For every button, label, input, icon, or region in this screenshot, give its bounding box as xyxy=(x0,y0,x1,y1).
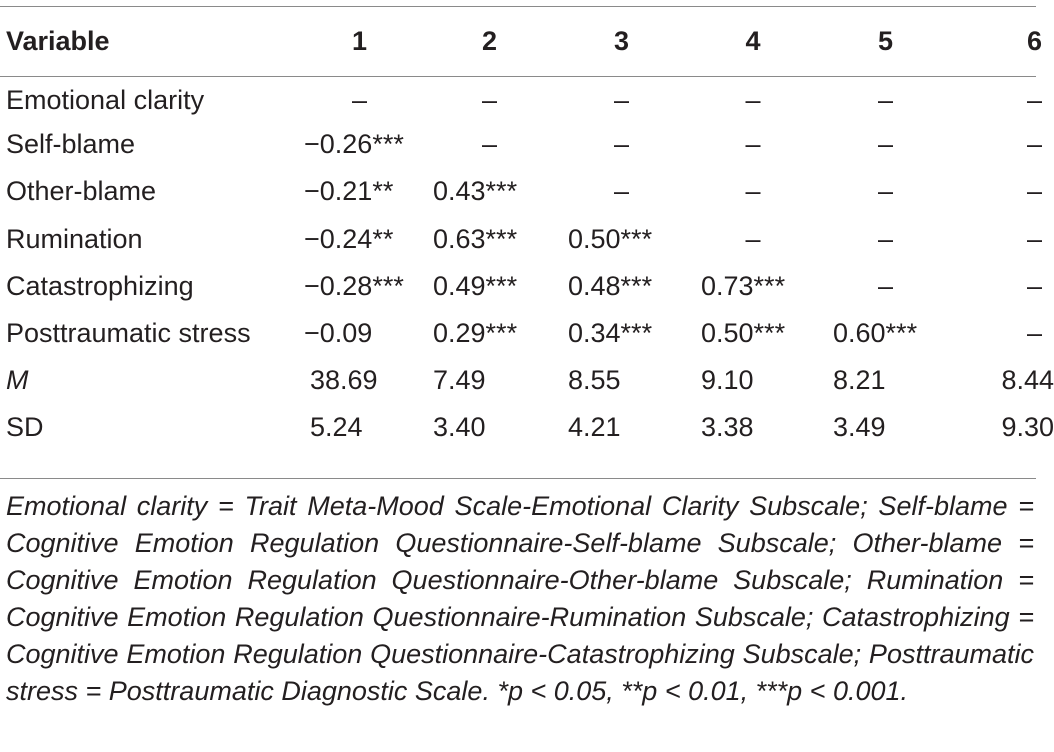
header-variable: Variable xyxy=(6,25,110,56)
table-cell: 0.43*** xyxy=(433,176,518,207)
table-cell: – xyxy=(745,129,761,160)
table-cell: 9.10 xyxy=(701,365,754,396)
table-cell: 3.40 xyxy=(433,412,486,443)
table-cell: 8.21 xyxy=(833,365,886,396)
table-row xyxy=(0,121,1054,168)
top-rule xyxy=(0,6,1036,7)
table-footnote: Emotional clarity = Trait Meta-Mood Scale-Emotional Clarity Subscale; Self-blame = Cognitive Emotion Regulation Questionnaire-Self-blame Subscale; Other-blame = Cognitive Emotion Regulation Questionnaire-Other-blame Subscale; Rumination = Cognitive Emotion Regulation Questionnaire-Rumination Subscale; Catastrophizing = Cognitive Emotion Regulation Questionnaire-Catastrophizing Subscale; Posttraumatic stress = Posttraumatic Diagnostic Scale. *p < 0.05, **p < 0.01, ***p < 0.001. xyxy=(6,491,1034,706)
table-cell: 0.73*** xyxy=(701,270,786,301)
table-row xyxy=(0,216,1054,263)
table-cell: – xyxy=(1026,129,1042,160)
table-cell: – xyxy=(481,129,498,160)
table-cell: 0.50*** xyxy=(568,223,653,254)
table-cell: −0.26*** xyxy=(304,129,404,160)
table-row xyxy=(0,74,1054,121)
table-cell: 4.21 xyxy=(568,412,621,443)
table-cell: – xyxy=(745,176,761,207)
table-cell: – xyxy=(745,85,761,116)
table-cell: – xyxy=(351,85,368,116)
row-label: Posttraumatic stress xyxy=(6,318,251,349)
row-label: M xyxy=(6,365,29,396)
table-cell: 8.44 xyxy=(1001,365,1054,396)
header-col-3: 3 xyxy=(613,25,630,56)
table-cell: – xyxy=(1026,223,1042,254)
table-cell: 0.60*** xyxy=(833,318,918,349)
header-col-6: 6 xyxy=(1026,25,1042,56)
table-cell: 9.30 xyxy=(1001,412,1054,443)
header-row xyxy=(0,8,1054,74)
bottom-rule xyxy=(0,478,1036,479)
table-cell: −0.09 xyxy=(304,318,373,349)
table-cell: – xyxy=(877,85,894,116)
table-cell: −0.28*** xyxy=(304,270,404,301)
header-col-4: 4 xyxy=(745,25,761,56)
table-cell: – xyxy=(613,176,630,207)
table-cell: – xyxy=(1026,176,1042,207)
table-row xyxy=(0,404,1054,451)
table-cell: – xyxy=(877,270,894,301)
table-cell: – xyxy=(1026,318,1042,349)
table-cell: – xyxy=(1026,270,1042,301)
table-cell: 0.34*** xyxy=(568,318,653,349)
table-cell: 0.49*** xyxy=(433,270,518,301)
table-cell: 38.69 xyxy=(310,365,378,396)
row-label: Self-blame xyxy=(6,129,136,160)
table-row xyxy=(0,263,1054,310)
table-cell: – xyxy=(613,129,630,160)
table-cell: – xyxy=(745,223,761,254)
table-cell: 3.49 xyxy=(833,412,886,443)
table-row xyxy=(0,357,1054,404)
table-cell: – xyxy=(877,176,894,207)
table-cell: – xyxy=(613,85,630,116)
header-col-1: 1 xyxy=(351,25,368,56)
table-cell: – xyxy=(877,129,894,160)
row-label: SD xyxy=(6,412,44,443)
table-row xyxy=(0,310,1054,357)
table-row xyxy=(0,168,1054,215)
table-cell: – xyxy=(1026,85,1042,116)
header-col-2: 2 xyxy=(481,25,498,56)
table-cell: – xyxy=(481,85,498,116)
header-col-5: 5 xyxy=(877,25,894,56)
row-label: Other-blame xyxy=(6,176,157,207)
table-cell: 0.50*** xyxy=(701,318,786,349)
row-label: Rumination xyxy=(6,223,143,254)
table-cell: 0.63*** xyxy=(433,223,518,254)
table-cell: −0.21** xyxy=(304,176,394,207)
table-cell: 0.48*** xyxy=(568,270,653,301)
row-label: Emotional clarity xyxy=(6,85,205,116)
table-cell: – xyxy=(877,223,894,254)
table-cell: 7.49 xyxy=(433,365,486,396)
table-cell: 0.29*** xyxy=(433,318,518,349)
table-cell: 3.38 xyxy=(701,412,754,443)
row-label: Catastrophizing xyxy=(6,270,194,301)
table-cell: 5.24 xyxy=(310,412,363,443)
table-cell: 8.55 xyxy=(568,365,621,396)
table-cell: −0.24** xyxy=(304,223,394,254)
correlation-table xyxy=(0,8,1054,452)
